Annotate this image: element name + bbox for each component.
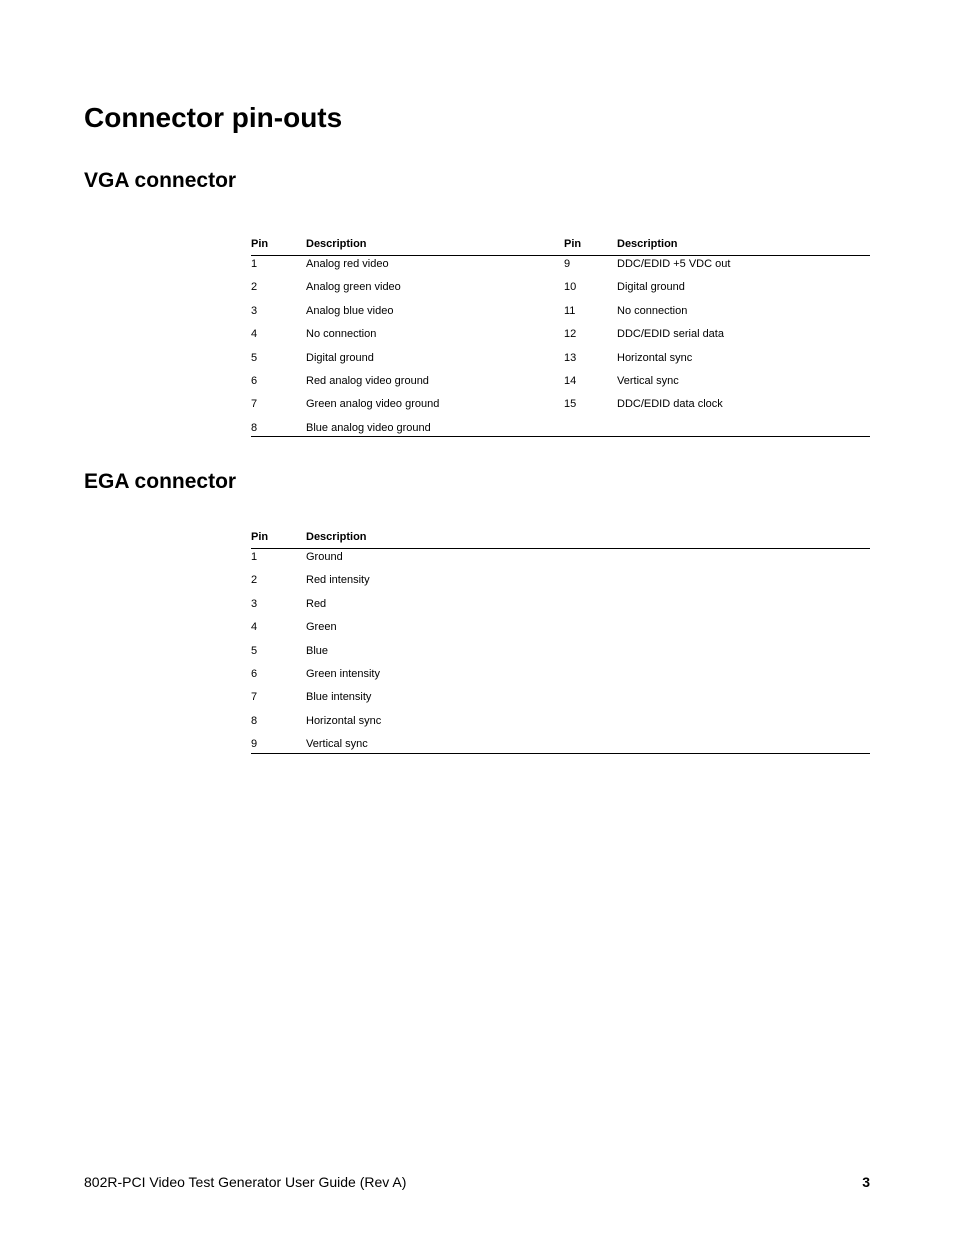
pin-number: 7 bbox=[251, 398, 258, 411]
table-row bbox=[251, 373, 870, 396]
pin-number: 5 bbox=[251, 351, 258, 364]
pin-number: 12 bbox=[564, 328, 577, 341]
table-row bbox=[251, 420, 870, 443]
pin-description: No connection bbox=[617, 304, 688, 317]
pin-description: Vertical sync bbox=[617, 374, 679, 387]
column-header-description: Description bbox=[306, 531, 367, 543]
pin-description: Green intensity bbox=[306, 667, 380, 680]
pin-number: 7 bbox=[251, 691, 258, 704]
pin-number: 1 bbox=[251, 551, 258, 563]
vga-section-title: VGA connector bbox=[84, 169, 237, 192]
page-title: Connector pin-outs bbox=[84, 102, 343, 133]
pin-number: 6 bbox=[251, 667, 258, 680]
table-header-row bbox=[251, 236, 870, 256]
pin-number: 4 bbox=[251, 328, 258, 341]
ega-pinout-table bbox=[251, 529, 870, 754]
pin-number: 15 bbox=[564, 398, 577, 411]
table-row bbox=[251, 596, 870, 619]
pin-description: Red intensity bbox=[306, 574, 370, 587]
table-row bbox=[251, 643, 870, 666]
pin-description: DDC/EDID data clock bbox=[617, 398, 723, 411]
pin-number: 13 bbox=[564, 351, 577, 364]
pin-description: Blue analog video ground bbox=[306, 421, 431, 434]
column-header-description: Description bbox=[306, 238, 367, 250]
table-row bbox=[251, 396, 870, 419]
pin-number: 11 bbox=[564, 304, 576, 317]
table-header-row bbox=[251, 529, 870, 549]
pin-number: 2 bbox=[251, 574, 258, 587]
pin-description: No connection bbox=[306, 328, 377, 341]
pin-description: Blue intensity bbox=[306, 691, 372, 704]
table-row bbox=[251, 279, 870, 302]
pin-description: Vertical sync bbox=[306, 738, 368, 751]
vga-pinout-table bbox=[251, 236, 870, 437]
pin-description: Horizontal sync bbox=[617, 351, 693, 364]
table-row bbox=[251, 689, 870, 712]
pin-number: 8 bbox=[251, 421, 258, 434]
pin-description: DDC/EDID +5 VDC out bbox=[617, 258, 731, 270]
table-row bbox=[251, 713, 870, 736]
table-row bbox=[251, 303, 870, 326]
pin-number: 9 bbox=[564, 258, 571, 270]
pin-number: 4 bbox=[251, 621, 258, 634]
column-header-pin: Pin bbox=[251, 238, 269, 250]
pin-number: 9 bbox=[251, 738, 258, 751]
column-header-pin: Pin bbox=[251, 531, 269, 543]
pin-description: Red analog video ground bbox=[306, 374, 429, 387]
pin-description: Blue bbox=[306, 644, 329, 657]
table-row bbox=[251, 326, 870, 349]
pin-description: Digital ground bbox=[306, 351, 374, 364]
column-header-pin: Pin bbox=[564, 238, 582, 250]
table-row bbox=[251, 572, 870, 595]
pin-description: Green bbox=[306, 621, 337, 634]
pin-description: DDC/EDID serial data bbox=[617, 328, 724, 341]
table-row bbox=[251, 256, 870, 279]
footer-document-title: 802R-PCI Video Test Generator User Guide (Rev A) bbox=[84, 1174, 407, 1190]
pin-description: Horizontal sync bbox=[306, 714, 382, 727]
table-row bbox=[251, 350, 870, 373]
column-header-description: Description bbox=[617, 238, 678, 250]
table-row bbox=[251, 666, 870, 689]
pin-description: Analog blue video bbox=[306, 304, 394, 317]
pin-number: 5 bbox=[251, 644, 258, 657]
table-row bbox=[251, 549, 870, 572]
pin-description: Analog green video bbox=[306, 281, 401, 294]
pin-number: 14 bbox=[564, 374, 577, 387]
pin-number: 10 bbox=[564, 281, 577, 294]
pin-description: Ground bbox=[306, 551, 343, 563]
pin-number: 6 bbox=[251, 374, 258, 387]
table-row bbox=[251, 736, 870, 759]
pin-description: Digital ground bbox=[617, 281, 685, 294]
pin-number: 1 bbox=[251, 258, 258, 270]
pin-description: Analog red video bbox=[306, 258, 389, 270]
ega-section-title: EGA connector bbox=[84, 470, 237, 493]
pin-number: 3 bbox=[251, 597, 258, 610]
pin-number: 2 bbox=[251, 281, 258, 294]
pin-description: Green analog video ground bbox=[306, 398, 440, 411]
page-number: 3 bbox=[862, 1174, 870, 1190]
table-row bbox=[251, 619, 870, 642]
pin-description: Red bbox=[306, 597, 327, 610]
pin-number: 3 bbox=[251, 304, 258, 317]
pin-number: 8 bbox=[251, 714, 258, 727]
